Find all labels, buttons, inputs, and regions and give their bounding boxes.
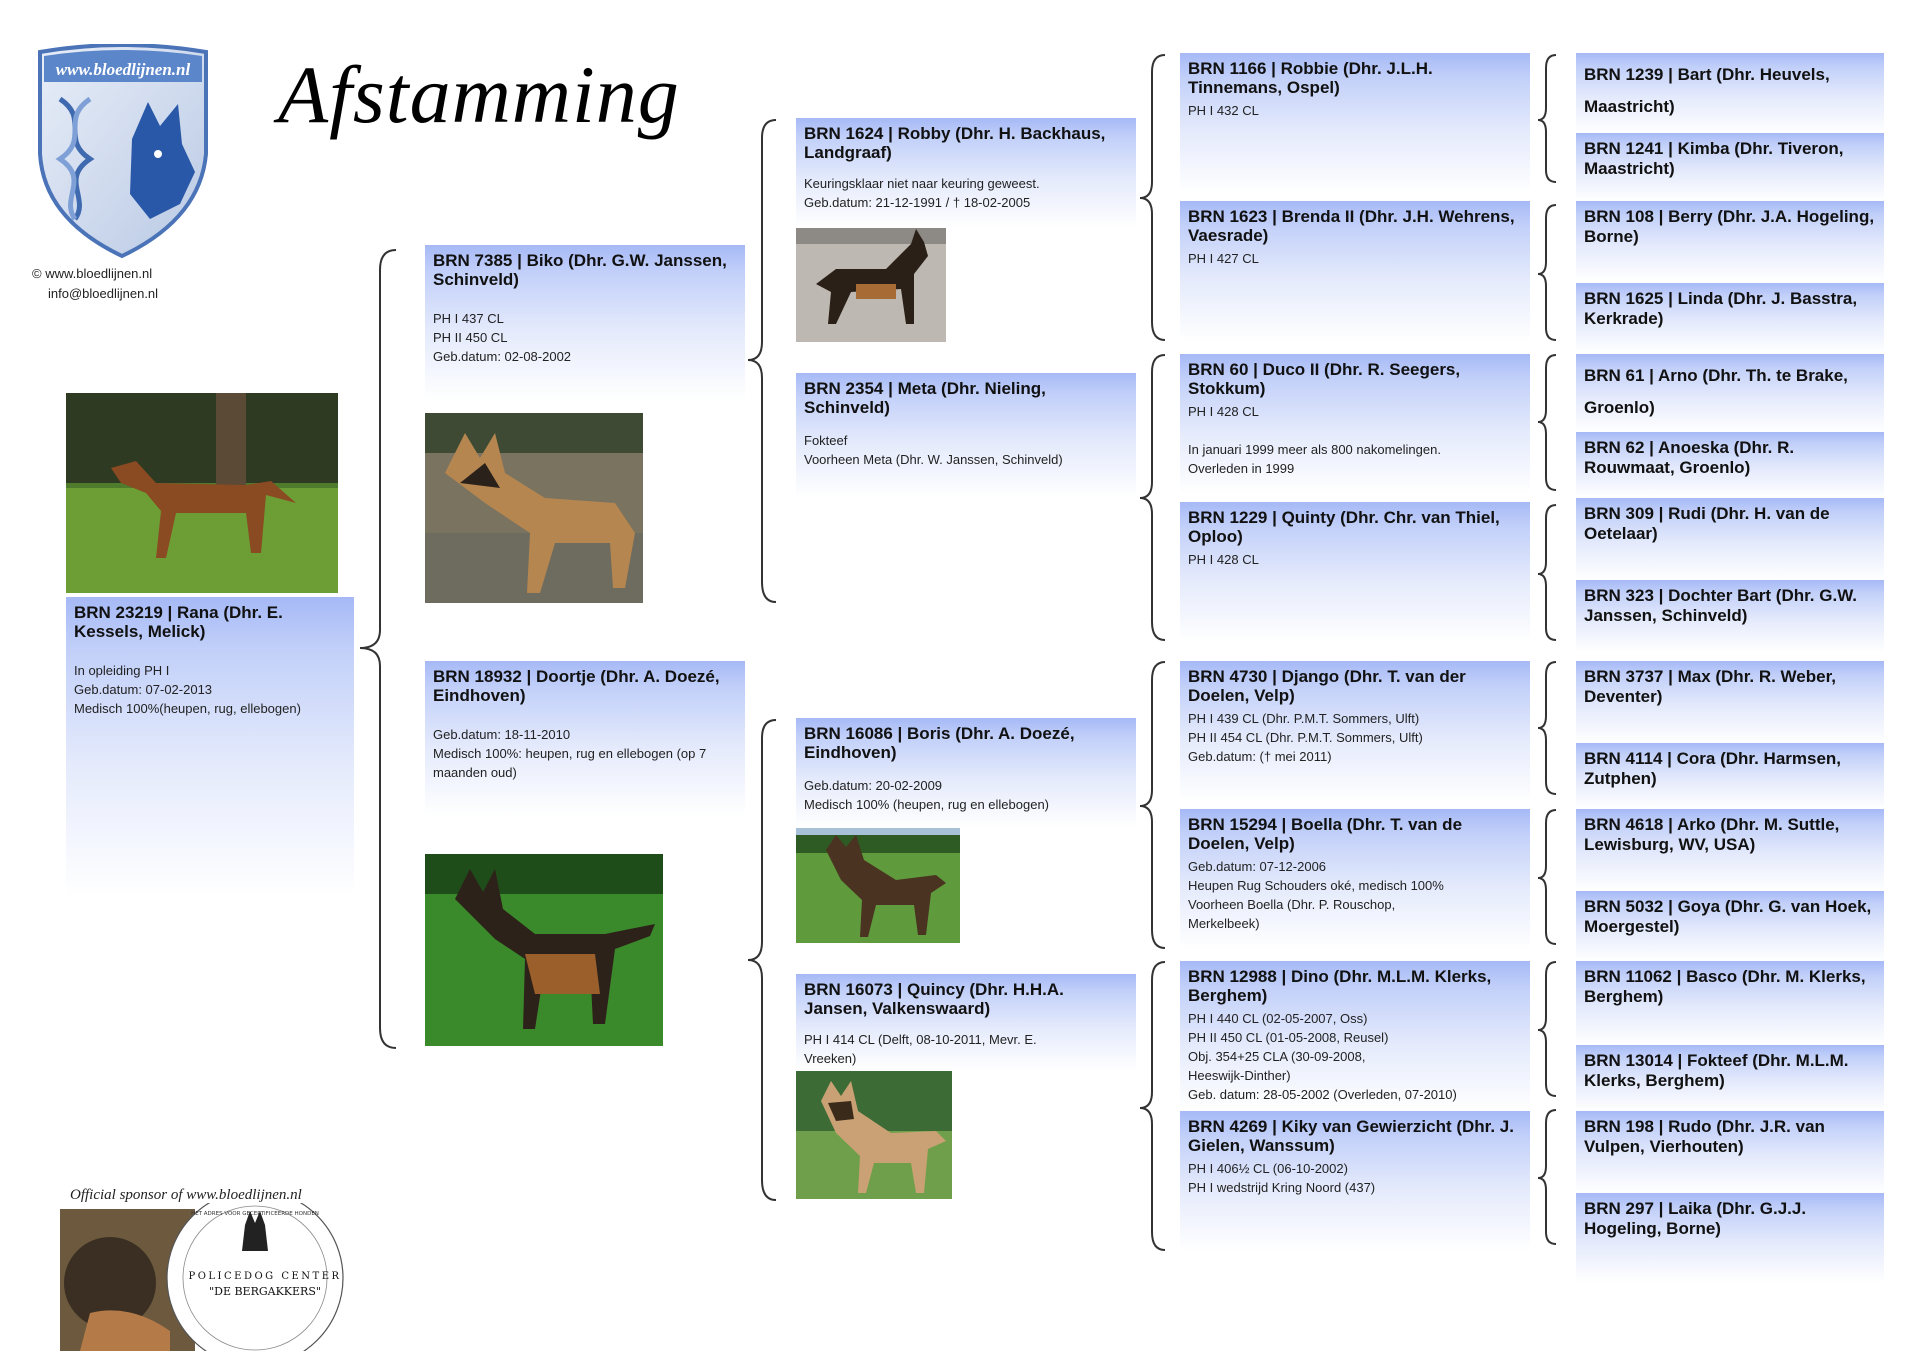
gen4-details [1180, 245, 1530, 268]
gen3-card-quincy[interactable] [796, 974, 1136, 1070]
gen5-card[interactable] [1576, 432, 1884, 498]
gen4-name: BRN 1229 | Quinty (Dhr. Chr. van Thiel, Oploo) [1188, 508, 1500, 546]
page-title: Afstamming [278, 49, 680, 140]
sponsor-line1: POLICEDOG CENTER [188, 1271, 342, 1282]
detail-line: Voorheen Boella (Dhr. P. Rouschop, [1188, 897, 1396, 912]
dam-photo [425, 854, 663, 1046]
detail-line: PH I 440 CL (02-05-2007, Oss) [1188, 1011, 1368, 1026]
gen5-card[interactable] [1576, 743, 1884, 809]
gen3-card-meta[interactable] [796, 373, 1136, 498]
detail-line: Heupen Rug Schouders oké, medisch 100% [1188, 878, 1444, 893]
gen3-details [796, 162, 1136, 212]
detail-line: Geb.datum: 02-08-2002 [433, 349, 572, 364]
detail-line: Keuringsklaar niet naar keuring geweest. [804, 176, 1040, 191]
gen4-name: BRN 1623 | Brenda II (Dhr. J.H. Wehrens, Vaesrade) [1188, 207, 1515, 245]
gen4-card-duco[interactable] [1180, 354, 1530, 494]
gen5-name: BRN 1625 | Linda (Dhr. J. Basstra, Kerkrade) [1584, 289, 1858, 328]
gen5-name: BRN 62 | Anoeska (Dhr. R. Rouwmaat, Groenlo) [1584, 438, 1795, 477]
gen5-name: BRN 61 | Arno (Dhr. Th. te Brake, Groenlo) [1584, 366, 1848, 417]
gen5-card[interactable] [1576, 1193, 1884, 1283]
detail-line: In opleiding PH I [74, 663, 170, 678]
gen4-details [1180, 853, 1530, 933]
gen3-name: BRN 2354 | Meta (Dhr. Nieling, Schinveld) [804, 379, 1046, 417]
detail-line: Geb.datum: 07-12-2006 [1188, 859, 1327, 874]
detail-line: Geb.datum: 18-11-2010 [433, 727, 571, 742]
detail-line: Overleden in 1999 [1188, 461, 1295, 476]
gen4-name: BRN 4269 | Kiky van Gewierzicht (Dhr. J. Gielen, Wanssum) [1188, 1117, 1514, 1155]
site-logo[interactable] [30, 44, 215, 259]
logo-email[interactable]: info@bloedlijnen.nl [48, 286, 159, 301]
detail-line: Vreeken) [804, 1051, 857, 1066]
detail-line: PH I 437 CL [433, 311, 504, 326]
gen4-details [1180, 1005, 1530, 1104]
detail-line: Fokteef [804, 433, 848, 448]
gen5-card[interactable] [1576, 661, 1884, 743]
detail-line: PH I 432 CL [1188, 103, 1259, 118]
gen5-card[interactable] [1576, 580, 1884, 652]
detail-line: PH II 450 CL [433, 330, 508, 345]
detail-line: Voorheen Meta (Dhr. W. Janssen, Schinveld) [804, 452, 1063, 467]
gen5-name: BRN 309 | Rudi (Dhr. H. van de Oetelaar) [1584, 504, 1830, 543]
gen5-name: BRN 323 | Dochter Bart (Dhr. G.W. Janssen, Schinveld) [1584, 586, 1858, 625]
gen5-card[interactable] [1576, 961, 1884, 1045]
gen4-card-boella[interactable] [1180, 809, 1530, 949]
detail-line: In januari 1999 meer als 800 nakomelingen. [1188, 442, 1441, 457]
detail-line: PH II 454 CL (Dhr. P.M.T. Sommers, Ulft) [1188, 730, 1423, 745]
detail-line: Medisch 100%(heupen, rug, ellebogen) [74, 701, 301, 716]
sponsor-ring-text: HET ADRES VOOR GECERTIFICEERDE HONDEN [191, 1211, 319, 1217]
quincy-photo [796, 1071, 952, 1199]
detail-line: Medisch 100%: heupen, rug en ellebogen (op 7 [433, 746, 707, 761]
gen4-details [1180, 398, 1530, 478]
gen5-name: BRN 4114 | Cora (Dhr. Harmsen, Zutphen) [1584, 749, 1842, 788]
detail-line: Geb.datum: 07-02-2013 [74, 682, 213, 697]
detail-line: PH I 427 CL [1188, 251, 1259, 266]
gen4-card-kiky[interactable] [1180, 1111, 1530, 1251]
gen4-details [1180, 546, 1530, 569]
gen5-card[interactable] [1576, 283, 1884, 353]
logo-banner: www.bloedlijnen.nl [55, 60, 191, 79]
gen4-name: BRN 15294 | Boella (Dhr. T. van de Doelen, Velp) [1188, 815, 1463, 853]
gen5-card[interactable] [1576, 354, 1884, 432]
gen5-card[interactable] [1576, 53, 1884, 133]
detail-line: PH I wedstrijd Kring Noord (437) [1188, 1180, 1376, 1195]
gen4-details [1180, 1155, 1530, 1197]
gen5-card[interactable] [1576, 1111, 1884, 1193]
gen4-name: BRN 60 | Duco II (Dhr. R. Seegers, Stokkum) [1188, 360, 1461, 398]
gen4-name: BRN 4730 | Django (Dhr. T. van der Doelen, Velp) [1188, 667, 1466, 705]
sire-photo [425, 413, 643, 603]
detail-line: PH I 439 CL (Dhr. P.M.T. Sommers, Ulft) [1188, 711, 1420, 726]
detail-line: Merkelbeek) [1188, 916, 1260, 931]
boris-photo [796, 815, 960, 943]
gen5-name: BRN 13014 | Fokteef (Dhr. M.L.M. Klerks, Berghem) [1584, 1051, 1849, 1090]
gen4-card-quinty[interactable] [1180, 502, 1530, 642]
gen5-name: BRN 108 | Berry (Dhr. J.A. Hogeling, Borne) [1584, 207, 1875, 246]
sire-name: BRN 7385 | Biko (Dhr. G.W. Janssen, Schinveld) [433, 251, 727, 289]
gen3-name: BRN 1624 | Robby (Dhr. H. Backhaus, Landgraaf) [804, 124, 1106, 162]
subject-details [66, 641, 354, 718]
dam-name: BRN 18932 | Doortje (Dhr. A. Doezé, Eindhoven) [433, 667, 720, 705]
subject-name: BRN 23219 | Rana (Dhr. E. Kessels, Melick) [74, 603, 283, 641]
gen4-card-brenda[interactable] [1180, 201, 1530, 341]
gen4-card-robbie[interactable] [1180, 53, 1530, 193]
gen3-name: BRN 16086 | Boris (Dhr. A. Doezé, Eindhoven) [804, 724, 1075, 762]
detail-line: Geb. datum: 28-05-2002 (Overleden, 07-2010) [1188, 1087, 1457, 1102]
sire-card[interactable] [425, 245, 745, 400]
gen5-name: BRN 3737 | Max (Dhr. R. Weber, Deventer) [1584, 667, 1836, 706]
sponsor-line2: "DE BERGAKKERS" [209, 1285, 321, 1298]
detail-line: Geb.datum: († mei 2011) [1188, 749, 1332, 764]
detail-line: Heeswijk-Dinther) [1188, 1068, 1291, 1083]
detail-line: Medisch 100% (heupen, rug en ellebogen) [804, 797, 1050, 812]
detail-line: Obj. 354+25 CLA (30-09-2008, [1188, 1049, 1366, 1064]
gen4-name: BRN 12988 | Dino (Dhr. M.L.M. Klerks, Berghem) [1188, 967, 1492, 1005]
detail-line: Geb.datum: 20-02-2009 [804, 778, 943, 793]
gen3-card-robby[interactable] [796, 118, 1136, 228]
gen4-details [1180, 705, 1530, 766]
gen3-details [796, 762, 1136, 814]
gen5-name: BRN 198 | Rudo (Dhr. J.R. van Vulpen, Vierhouten) [1584, 1117, 1825, 1156]
gen5-name: BRN 1239 | Bart (Dhr. Heuvels, Maastricht) [1584, 65, 1830, 116]
gen5-name: BRN 297 | Laika (Dhr. G.J.J. Hogeling, Borne) [1584, 1199, 1807, 1238]
gen3-card-boris[interactable] [796, 718, 1136, 828]
detail-line: PH I 406½ CL (06-10-2002) [1188, 1161, 1348, 1176]
detail-line: PH II 450 CL (01-05-2008, Reusel) [1188, 1030, 1389, 1045]
gen5-card[interactable] [1576, 133, 1884, 201]
gen5-name: BRN 11062 | Basco (Dhr. M. Klerks, Berghem) [1584, 967, 1866, 1006]
sponsor-caption: Official sponsor of www.bloedlijnen.nl [70, 1187, 302, 1203]
gen3-details [796, 1018, 1136, 1068]
detail-line: PH I 414 CL (Delft, 08-10-2011, Mevr. E. [804, 1032, 1037, 1047]
gen5-name: BRN 5032 | Goya (Dhr. G. van Hoek, Moergestel) [1584, 897, 1872, 936]
detail-line: PH I 428 CL [1188, 552, 1259, 567]
logo-copyright: © www.bloedlijnen.nl [32, 266, 153, 281]
gen3-name: BRN 16073 | Quincy (Dhr. H.H.A. Jansen, Valkenswaard) [804, 980, 1064, 1018]
gen5-card[interactable] [1576, 498, 1884, 580]
gen4-card-django[interactable] [1180, 661, 1530, 801]
subject-photo [66, 393, 338, 593]
dam-details [425, 705, 745, 782]
robby-photo [796, 214, 946, 342]
gen4-details [1180, 97, 1530, 120]
gen5-card[interactable] [1576, 809, 1884, 891]
gen4-name: BRN 1166 | Robbie (Dhr. J.L.H. Tinnemans, Ospel) [1188, 59, 1433, 97]
subject-card[interactable] [66, 597, 354, 897]
detail-line: Geb.datum: 21-12-1991 / † 18-02-2005 [804, 195, 1031, 210]
gen5-name: BRN 4618 | Arko (Dhr. M. Suttle, Lewisburg, WV, USA) [1584, 815, 1840, 854]
gen5-card[interactable] [1576, 891, 1884, 961]
gen5-name: BRN 1241 | Kimba (Dhr. Tiveron, Maastricht) [1584, 139, 1844, 178]
sire-details [425, 289, 745, 366]
gen4-card-dino[interactable] [1180, 961, 1530, 1111]
logo-contact [32, 264, 232, 304]
detail-line: PH I 428 CL [1188, 404, 1259, 419]
sponsor-logo[interactable] [60, 1203, 350, 1351]
gen3-details [796, 417, 1136, 469]
detail-line: maanden oud) [433, 765, 517, 780]
gen5-card[interactable] [1576, 201, 1884, 281]
gen5-card[interactable] [1576, 1045, 1884, 1111]
dam-card[interactable] [425, 661, 745, 816]
